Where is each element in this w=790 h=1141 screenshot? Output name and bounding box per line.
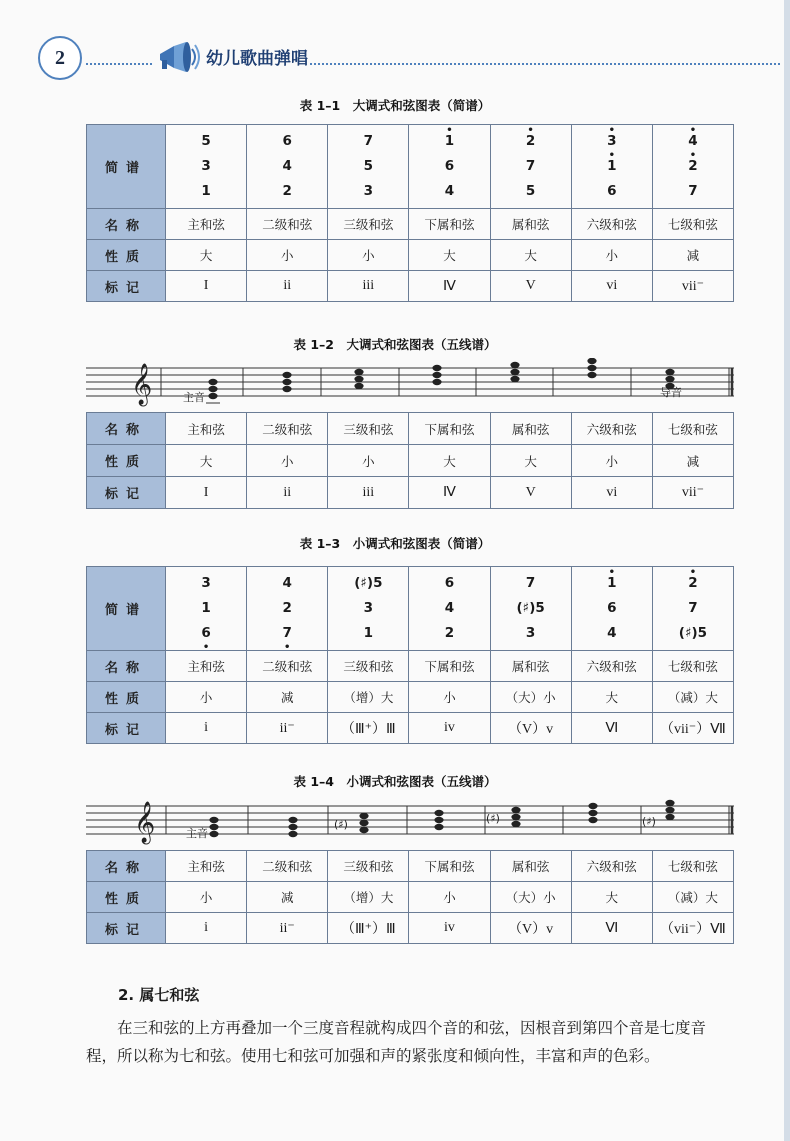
table-cell: ii⁻ — [247, 913, 328, 944]
table-cell: vi — [571, 271, 652, 302]
table-caption-1-3: 表 1–3 小调式和弦图表（简谱） — [299, 536, 491, 551]
table-row — [87, 271, 734, 302]
table-caption-1-4: 表 1–4 小调式和弦图表（五线谱） — [293, 774, 497, 789]
table-cell: 三级和弦 — [328, 413, 409, 445]
table-cell: 小 — [166, 882, 247, 913]
table-1-1-major-jianpu — [86, 124, 734, 302]
sharp-label: (♯) — [486, 812, 500, 825]
table-1-2-major-staff — [86, 412, 734, 509]
row-label-name: 名称 — [87, 413, 166, 445]
row-label-mark: 标记 — [87, 913, 166, 944]
table-cell: I — [166, 477, 247, 509]
table-caption-1-1: 表 1–1 大调式和弦图表（简谱） — [299, 98, 491, 113]
table-cell: （增）大 — [328, 682, 409, 713]
tonic-label: 主音 — [186, 827, 208, 840]
table-cell: 减 — [247, 682, 328, 713]
table-1-4-minor-staff — [86, 850, 734, 944]
table-cell: Ⅵ — [571, 713, 652, 744]
table-cell: V — [490, 477, 571, 509]
page-number: 2 — [55, 47, 65, 69]
table-row — [87, 477, 734, 509]
table-cell: 下属和弦 — [409, 651, 490, 682]
table-cell: 大 — [490, 445, 571, 477]
table-row — [87, 413, 734, 445]
table-cell: 小 — [328, 445, 409, 477]
jianpu-cell: • 3 • 1 6 — [571, 125, 652, 209]
table-row — [87, 445, 734, 477]
jianpu-cell: 6 4 2 — [409, 567, 490, 651]
table-cell: 大 — [409, 240, 490, 271]
treble-clef-icon: 𝄞 — [131, 364, 153, 405]
table-cell: 下属和弦 — [409, 209, 490, 240]
table-cell: 二级和弦 — [247, 851, 328, 882]
table-cell: 三级和弦 — [328, 651, 409, 682]
jianpu-cell: (♯)5 3 1 — [328, 567, 409, 651]
table-row — [87, 913, 734, 944]
table-row — [87, 882, 734, 913]
table-cell: ii — [247, 477, 328, 509]
table-cell: （vii⁻）Ⅶ — [652, 713, 733, 744]
book-title: 幼儿歌曲弹唱 — [206, 49, 308, 69]
jianpu-cell: 4 2 7 • — [247, 567, 328, 651]
table-cell: （vii⁻）Ⅶ — [652, 913, 733, 944]
sharp-label: (♯) — [334, 818, 348, 831]
table-cell: 七级和弦 — [652, 851, 733, 882]
table-cell: 大 — [166, 445, 247, 477]
table-cell: iv — [409, 913, 490, 944]
page-edge — [784, 0, 790, 1141]
table-cell: （Ⅲ⁺）Ⅲ — [328, 913, 409, 944]
table-cell: i — [166, 913, 247, 944]
table-cell: Ⅳ — [409, 477, 490, 509]
staff-major — [86, 358, 734, 414]
table-cell: 三级和弦 — [328, 851, 409, 882]
section-heading: 2. 属七和弦 — [118, 986, 200, 1004]
table-cell: 属和弦 — [490, 209, 571, 240]
table-cell: （减）大 — [652, 882, 733, 913]
staff-minor — [86, 796, 734, 850]
table-cell: 主和弦 — [166, 413, 247, 445]
table-cell: 小 — [571, 445, 652, 477]
table-cell: 小 — [247, 445, 328, 477]
table-cell: （V）v — [490, 913, 571, 944]
treble-clef-icon: 𝄞 — [134, 802, 156, 843]
table-cell: 属和弦 — [490, 851, 571, 882]
table-cell: vii⁻ — [652, 477, 733, 509]
table-row — [87, 851, 734, 882]
table-cell: （大）小 — [490, 882, 571, 913]
header-dotted-line-right — [310, 63, 780, 65]
row-label-quality: 性质 — [87, 882, 166, 913]
table-row — [87, 240, 734, 271]
jianpu-cell: • 1 6 4 — [409, 125, 490, 209]
row-label-jianpu: 简谱 — [87, 125, 166, 209]
row-label-mark: 标记 — [87, 477, 166, 509]
table-cell: i — [166, 713, 247, 744]
table-cell: 减 — [652, 240, 733, 271]
sharp-label: (♯) — [642, 815, 656, 828]
table-cell: 六级和弦 — [571, 651, 652, 682]
row-label-jianpu: 简谱 — [87, 567, 166, 651]
table-cell: （大）小 — [490, 682, 571, 713]
table-cell: 二级和弦 — [247, 209, 328, 240]
table-cell: 大 — [409, 445, 490, 477]
row-label-quality: 性质 — [87, 240, 166, 271]
row-label-quality: 性质 — [87, 682, 166, 713]
table-caption-1-2: 表 1–2 大调式和弦图表（五线谱） — [293, 337, 497, 352]
table-cell: iii — [328, 271, 409, 302]
jianpu-cell: 3 1 6 • — [166, 567, 247, 651]
table-cell: I — [166, 271, 247, 302]
table-cell: 三级和弦 — [328, 209, 409, 240]
row-label-name: 名称 — [87, 851, 166, 882]
table-cell: （V）v — [490, 713, 571, 744]
header-dotted-line-left — [86, 63, 152, 65]
table-cell: iii — [328, 477, 409, 509]
table-cell: 大 — [166, 240, 247, 271]
body-paragraph: 在三和弦的上方再叠加一个三度音程就构成四个音的和弦，因根音到第四个音是七度音程，所以称为七和弦。使用七和弦可加强和声的紧张度和倾向性，丰富和声的色彩。 — [86, 1019, 707, 1065]
table-cell: （Ⅲ⁺）Ⅲ — [328, 713, 409, 744]
jianpu-cell: 7 (♯)5 3 — [490, 567, 571, 651]
table-cell: （减）大 — [652, 682, 733, 713]
table-cell: 属和弦 — [490, 651, 571, 682]
jianpu-cell: 5 3 1 — [166, 125, 247, 209]
table-cell: 属和弦 — [490, 413, 571, 445]
table-cell: 下属和弦 — [409, 851, 490, 882]
table-cell: 大 — [490, 240, 571, 271]
table-cell: 小 — [166, 682, 247, 713]
table-cell: Ⅵ — [571, 913, 652, 944]
table-cell: V — [490, 271, 571, 302]
table-cell: 小 — [247, 240, 328, 271]
row-label-name: 名称 — [87, 209, 166, 240]
table-cell: 小 — [571, 240, 652, 271]
table-cell: 大 — [571, 682, 652, 713]
megaphone-icon — [156, 40, 202, 74]
table-cell: 六级和弦 — [571, 851, 652, 882]
table-cell: 七级和弦 — [652, 651, 733, 682]
jianpu-cell: 7 5 3 — [328, 125, 409, 209]
table-cell: 减 — [652, 445, 733, 477]
page-number-badge — [38, 36, 82, 80]
row-label-mark: 标记 — [87, 713, 166, 744]
table-cell: （增）大 — [328, 882, 409, 913]
table-cell: 大 — [571, 882, 652, 913]
table-cell: 主和弦 — [166, 651, 247, 682]
table-cell: 主和弦 — [166, 209, 247, 240]
table-cell: 小 — [409, 682, 490, 713]
table-cell: ii⁻ — [247, 713, 328, 744]
table-cell: 七级和弦 — [652, 413, 733, 445]
jianpu-cell: • 2 7 5 — [490, 125, 571, 209]
jianpu-cell: • 1 6 4 — [571, 567, 652, 651]
table-cell: 减 — [247, 882, 328, 913]
table-1-3-minor-jianpu — [86, 566, 734, 744]
row-label-quality: 性质 — [87, 445, 166, 477]
table-cell: vii⁻ — [652, 271, 733, 302]
table-cell: 七级和弦 — [652, 209, 733, 240]
tonic-label: 主音 — [183, 391, 205, 404]
jianpu-cell: • 4 • 2 7 — [652, 125, 733, 209]
table-cell: 六级和弦 — [571, 413, 652, 445]
table-row — [87, 682, 734, 713]
table-row — [87, 713, 734, 744]
table-cell: vi — [571, 477, 652, 509]
table-cell: 主和弦 — [166, 851, 247, 882]
leading-tone-label: 导音 — [660, 386, 682, 399]
table-cell: iv — [409, 713, 490, 744]
table-cell: 小 — [409, 882, 490, 913]
table-cell: ii — [247, 271, 328, 302]
table-row — [87, 209, 734, 240]
table-cell: 小 — [328, 240, 409, 271]
table-cell: 六级和弦 — [571, 209, 652, 240]
table-cell: Ⅳ — [409, 271, 490, 302]
row-label-name: 名称 — [87, 651, 166, 682]
table-cell: 二级和弦 — [247, 413, 328, 445]
table-cell: 下属和弦 — [409, 413, 490, 445]
table-row — [87, 651, 734, 682]
table-cell: 二级和弦 — [247, 651, 328, 682]
jianpu-cell: • 2 7 (♯)5 — [652, 567, 733, 651]
row-label-mark: 标记 — [87, 271, 166, 302]
jianpu-cell: 6 4 2 — [247, 125, 328, 209]
